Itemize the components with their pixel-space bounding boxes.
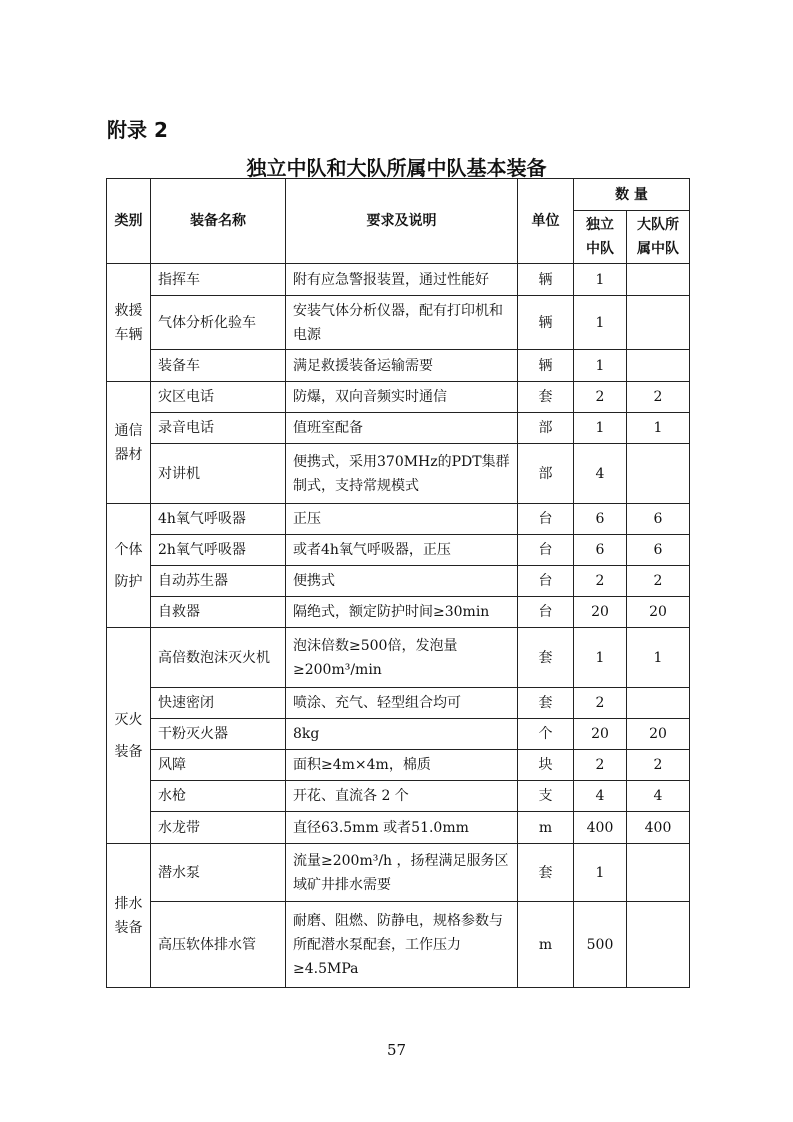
equipment-name: 4h氧气呼吸器	[151, 504, 286, 535]
requirement-text: 泡沫倍数≥500倍，发泡量≥200m³/min	[286, 628, 518, 688]
category-cell: 通信器材	[107, 382, 151, 504]
header-brigade: 大队所属中队	[627, 211, 690, 264]
unit-cell: 套	[518, 628, 574, 688]
independent-qty: 2	[574, 382, 627, 413]
brigade-qty	[627, 296, 690, 350]
header-name: 装备名称	[151, 179, 286, 264]
requirement-text: 面积≥4m×4m，棉质	[286, 750, 518, 781]
requirement-text: 8kg	[286, 719, 518, 750]
page-number: 57	[386, 1041, 407, 1059]
brigade-qty	[627, 350, 690, 382]
independent-qty: 1	[574, 264, 627, 296]
equipment-name: 对讲机	[151, 444, 286, 504]
brigade-qty: 6	[627, 535, 690, 566]
brigade-qty: 400	[627, 812, 690, 844]
equipment-name: 风障	[151, 750, 286, 781]
category-cell: 灭火装备	[107, 628, 151, 844]
unit-cell: 套	[518, 844, 574, 902]
table-title: 独立中队和大队所属中队基本装备	[246, 156, 547, 180]
equipment-name: 2h氧气呼吸器	[151, 535, 286, 566]
independent-qty: 4	[574, 444, 627, 504]
unit-cell: 台	[518, 566, 574, 597]
requirement-text: 值班室配备	[286, 413, 518, 444]
unit-cell: 台	[518, 597, 574, 628]
requirement-text: 满足救援装备运输需要	[286, 350, 518, 382]
appendix-label: 附录 2	[107, 118, 168, 142]
unit-cell: 台	[518, 504, 574, 535]
equipment-name: 水龙带	[151, 812, 286, 844]
equipment-name: 干粉灭火器	[151, 719, 286, 750]
requirement-text: 附有应急警报装置，通过性能好	[286, 264, 518, 296]
brigade-qty: 1	[627, 628, 690, 688]
requirement-text: 喷涂、充气、轻型组合均可	[286, 688, 518, 719]
unit-cell: 个	[518, 719, 574, 750]
independent-qty: 1	[574, 413, 627, 444]
unit-cell: 块	[518, 750, 574, 781]
equipment-name: 自救器	[151, 597, 286, 628]
independent-qty: 2	[574, 566, 627, 597]
independent-qty: 6	[574, 535, 627, 566]
unit-cell: m	[518, 902, 574, 988]
unit-cell: 部	[518, 413, 574, 444]
independent-qty: 500	[574, 902, 627, 988]
brigade-qty	[627, 444, 690, 504]
category-cell: 排水装备	[107, 844, 151, 988]
brigade-qty: 4	[627, 781, 690, 812]
equipment-name: 录音电话	[151, 413, 286, 444]
equipment-table	[106, 178, 690, 988]
brigade-qty: 20	[627, 719, 690, 750]
equipment-name: 自动苏生器	[151, 566, 286, 597]
header-quantity: 数 量	[574, 179, 690, 211]
unit-cell: 套	[518, 382, 574, 413]
independent-qty: 20	[574, 719, 627, 750]
unit-cell: m	[518, 812, 574, 844]
equipment-name: 气体分析化验车	[151, 296, 286, 350]
independent-qty: 2	[574, 750, 627, 781]
requirement-text: 耐磨、阻燃、防静电，规格参数与所配潜水泵配套，工作压力≥4.5MPa	[286, 902, 518, 988]
requirement-text: 隔绝式，额定防护时间≥30min	[286, 597, 518, 628]
equipment-name: 快速密闭	[151, 688, 286, 719]
requirement-text: 便携式	[286, 566, 518, 597]
equipment-name: 指挥车	[151, 264, 286, 296]
independent-qty: 400	[574, 812, 627, 844]
independent-qty: 1	[574, 844, 627, 902]
header-requirement: 要求及说明	[286, 179, 518, 264]
brigade-qty: 1	[627, 413, 690, 444]
independent-qty: 4	[574, 781, 627, 812]
requirement-text: 或者4h氧气呼吸器，正压	[286, 535, 518, 566]
header-independent: 独立中队	[574, 211, 627, 264]
unit-cell: 辆	[518, 296, 574, 350]
equipment-name: 装备车	[151, 350, 286, 382]
brigade-qty	[627, 902, 690, 988]
table-body	[107, 264, 690, 988]
equipment-name: 潜水泵	[151, 844, 286, 902]
equipment-name: 高压软体排水管	[151, 902, 286, 988]
brigade-qty: 20	[627, 597, 690, 628]
unit-cell: 辆	[518, 350, 574, 382]
independent-qty: 6	[574, 504, 627, 535]
category-cell: 个体防护	[107, 504, 151, 628]
requirement-text: 直径63.5mm 或者51.0mm	[286, 812, 518, 844]
unit-cell: 支	[518, 781, 574, 812]
requirement-text: 防爆，双向音频实时通信	[286, 382, 518, 413]
equipment-name: 水枪	[151, 781, 286, 812]
requirement-text: 便携式，采用370MHz的PDT集群制式，支持常规模式	[286, 444, 518, 504]
brigade-qty: 2	[627, 382, 690, 413]
header-category: 类别	[107, 179, 151, 264]
equipment-name: 高倍数泡沫灭火机	[151, 628, 286, 688]
requirement-text: 开花、直流各 2 个	[286, 781, 518, 812]
unit-cell: 套	[518, 688, 574, 719]
independent-qty: 2	[574, 688, 627, 719]
equipment-name: 灾区电话	[151, 382, 286, 413]
independent-qty: 1	[574, 628, 627, 688]
requirement-text: 正压	[286, 504, 518, 535]
requirement-text: 流量≥200m³/h ，扬程满足服务区域矿井排水需要	[286, 844, 518, 902]
brigade-qty: 2	[627, 566, 690, 597]
brigade-qty: 2	[627, 750, 690, 781]
brigade-qty	[627, 688, 690, 719]
independent-qty: 1	[574, 296, 627, 350]
category-cell: 救援车辆	[107, 264, 151, 382]
independent-qty: 1	[574, 350, 627, 382]
brigade-qty	[627, 264, 690, 296]
header-unit: 单位	[518, 179, 574, 264]
requirement-text: 安装气体分析仪器，配有打印机和电源	[286, 296, 518, 350]
unit-cell: 台	[518, 535, 574, 566]
independent-qty: 20	[574, 597, 627, 628]
unit-cell: 辆	[518, 264, 574, 296]
brigade-qty: 6	[627, 504, 690, 535]
unit-cell: 部	[518, 444, 574, 504]
brigade-qty	[627, 844, 690, 902]
